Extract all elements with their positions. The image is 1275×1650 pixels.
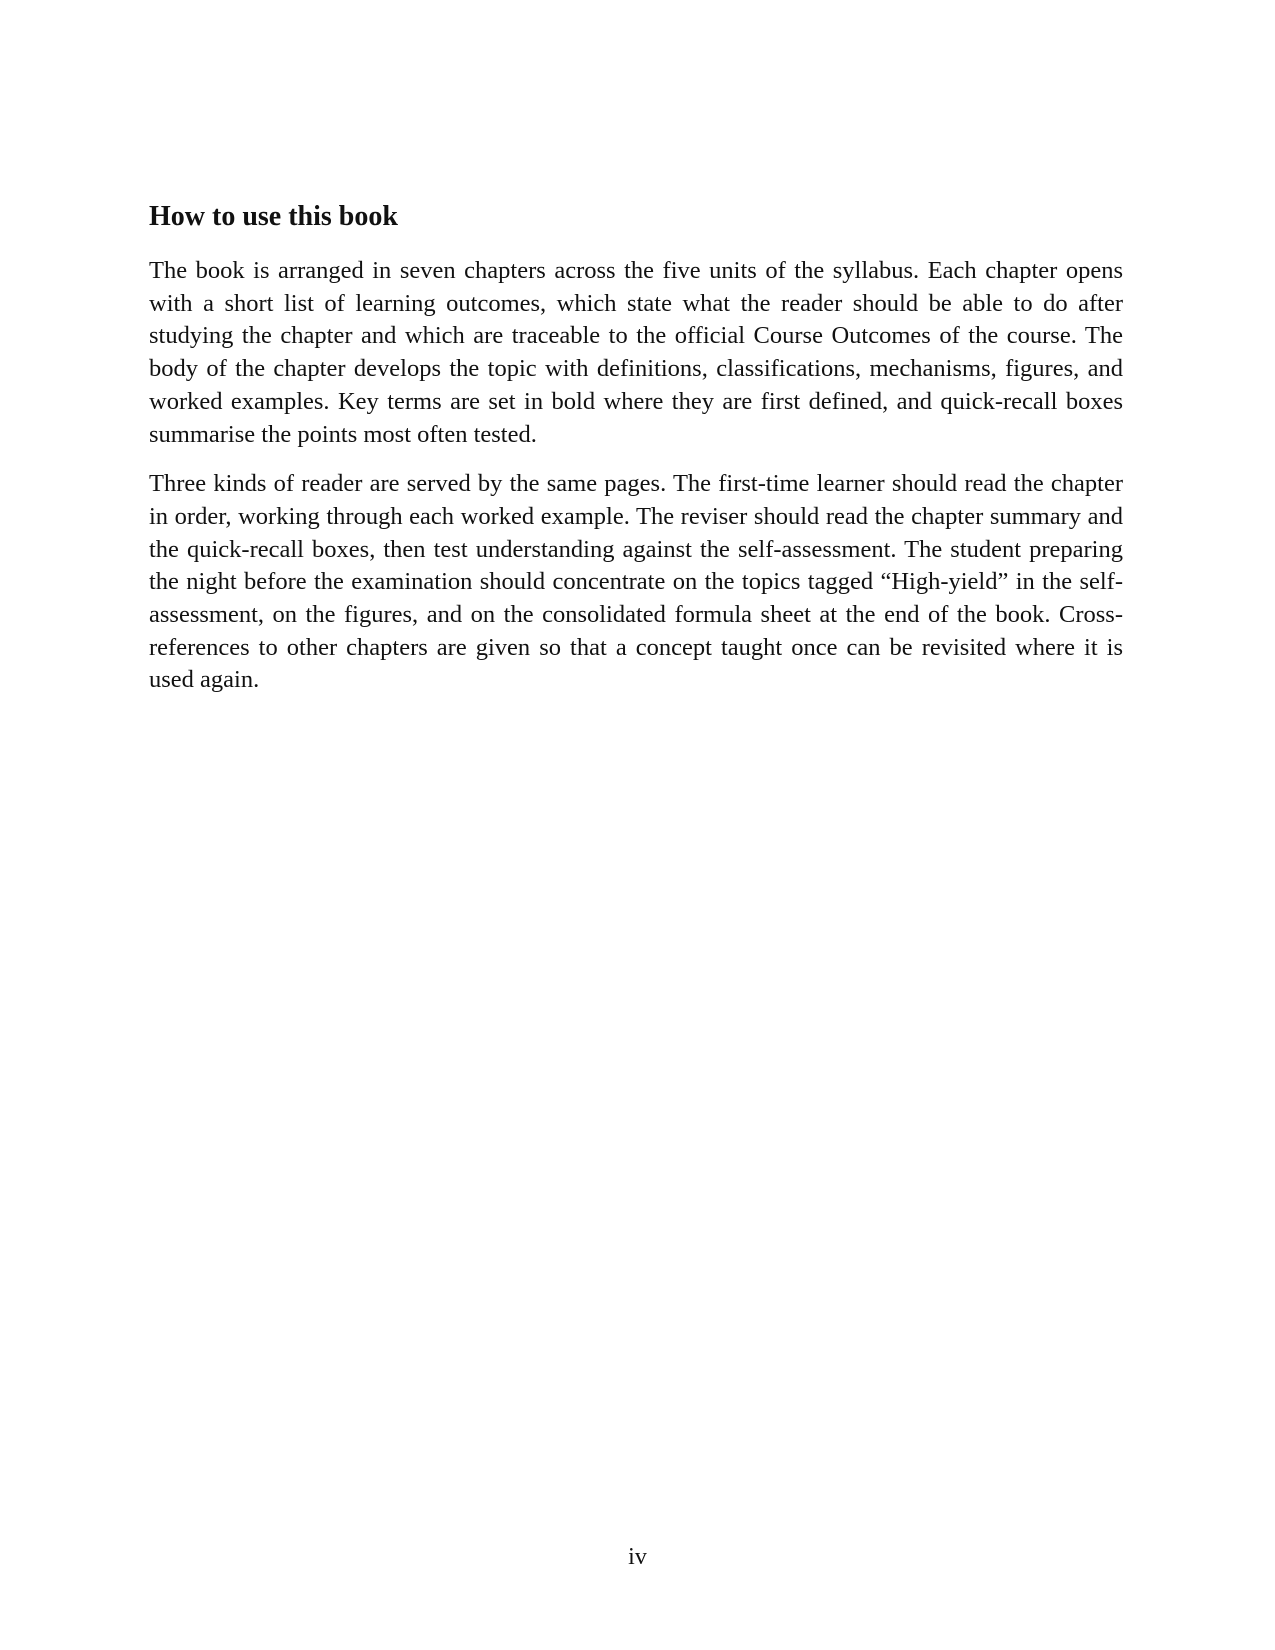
section-heading: How to use this book bbox=[149, 201, 398, 232]
paragraph-chapter-structure: The book is arranged in seven chapters across the five units of the syllabus. Each chapter opens with a short list of learning outcomes, which state what the reader should be able to do after studying the chapter and which are traceable to the official Course Outcomes of the course. The body of the chapter develops the topic with definitions, classifications, mechanisms, figures, and worked examples. Key terms are set in bold where they are first defined, and quick-recall boxes summarise the points most often tested. bbox=[149, 257, 1123, 448]
paragraph-reader-types: Three kinds of reader are served by the same pages. The first-time learner should read the chapter in order, working through each worked example. The reviser should read the chapter summary and the quick-recall boxes, then test understanding against the self-assessment. The student preparing the night before the examination should concentrate on the topics tagged “High-yield” in the self-assessment, on the figures, and on the consolidated formula sheet at the end of the book. Cross-references to other chapters are given so that a concept taught once can be revisited where it is used again. bbox=[149, 470, 1123, 694]
page-content bbox=[149, 200, 1123, 714]
page-number: iv bbox=[628, 1544, 647, 1570]
